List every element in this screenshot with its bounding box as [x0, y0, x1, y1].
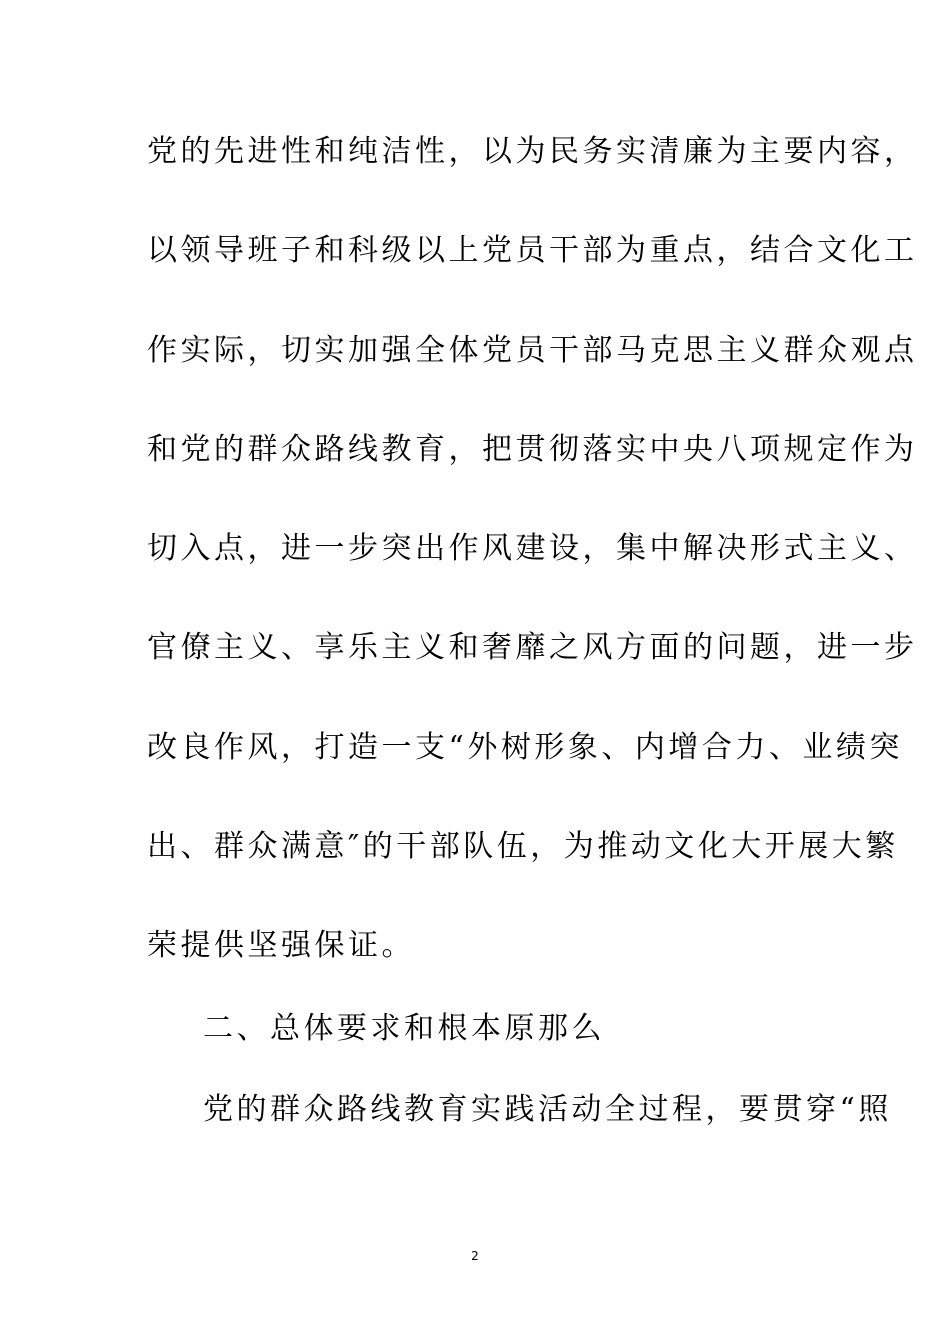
paragraph-first-line: 党的群众路线教育实践活动全过程，要贯穿“照 [203, 1092, 892, 1127]
body-text-line: 荣提供坚强保证。 [147, 928, 415, 963]
body-text-line: 和党的群众路线教育，把贯彻落实中央八项规定作为 [147, 432, 918, 467]
body-text-line: 切入点，进一步突出作风建设，集中解决形式主义、 [147, 531, 918, 566]
body-text-line: 以领导班子和科级以上党员干部为重点，结合文化工 [147, 233, 918, 268]
body-text-line: 出、群众满意″的干部队伍，为推动文化大开展大繁 [147, 829, 899, 864]
body-text-line: 官僚主义、享乐主义和奢靡之风方面的问题，进一步 [147, 630, 918, 665]
body-text-line: 作实际，切实加强全体党员干部马克思主义群众观点 [147, 333, 918, 368]
section-heading: 二、总体要求和根本原那么 [203, 1011, 605, 1046]
page-number: 2 [471, 1249, 479, 1263]
body-text-line: 党的先进性和纯洁性，以为民务实清廉为主要内容， [147, 134, 918, 169]
body-text-line: 改良作风，打造一支“外树形象、内增合力、业绩突 [147, 730, 903, 765]
